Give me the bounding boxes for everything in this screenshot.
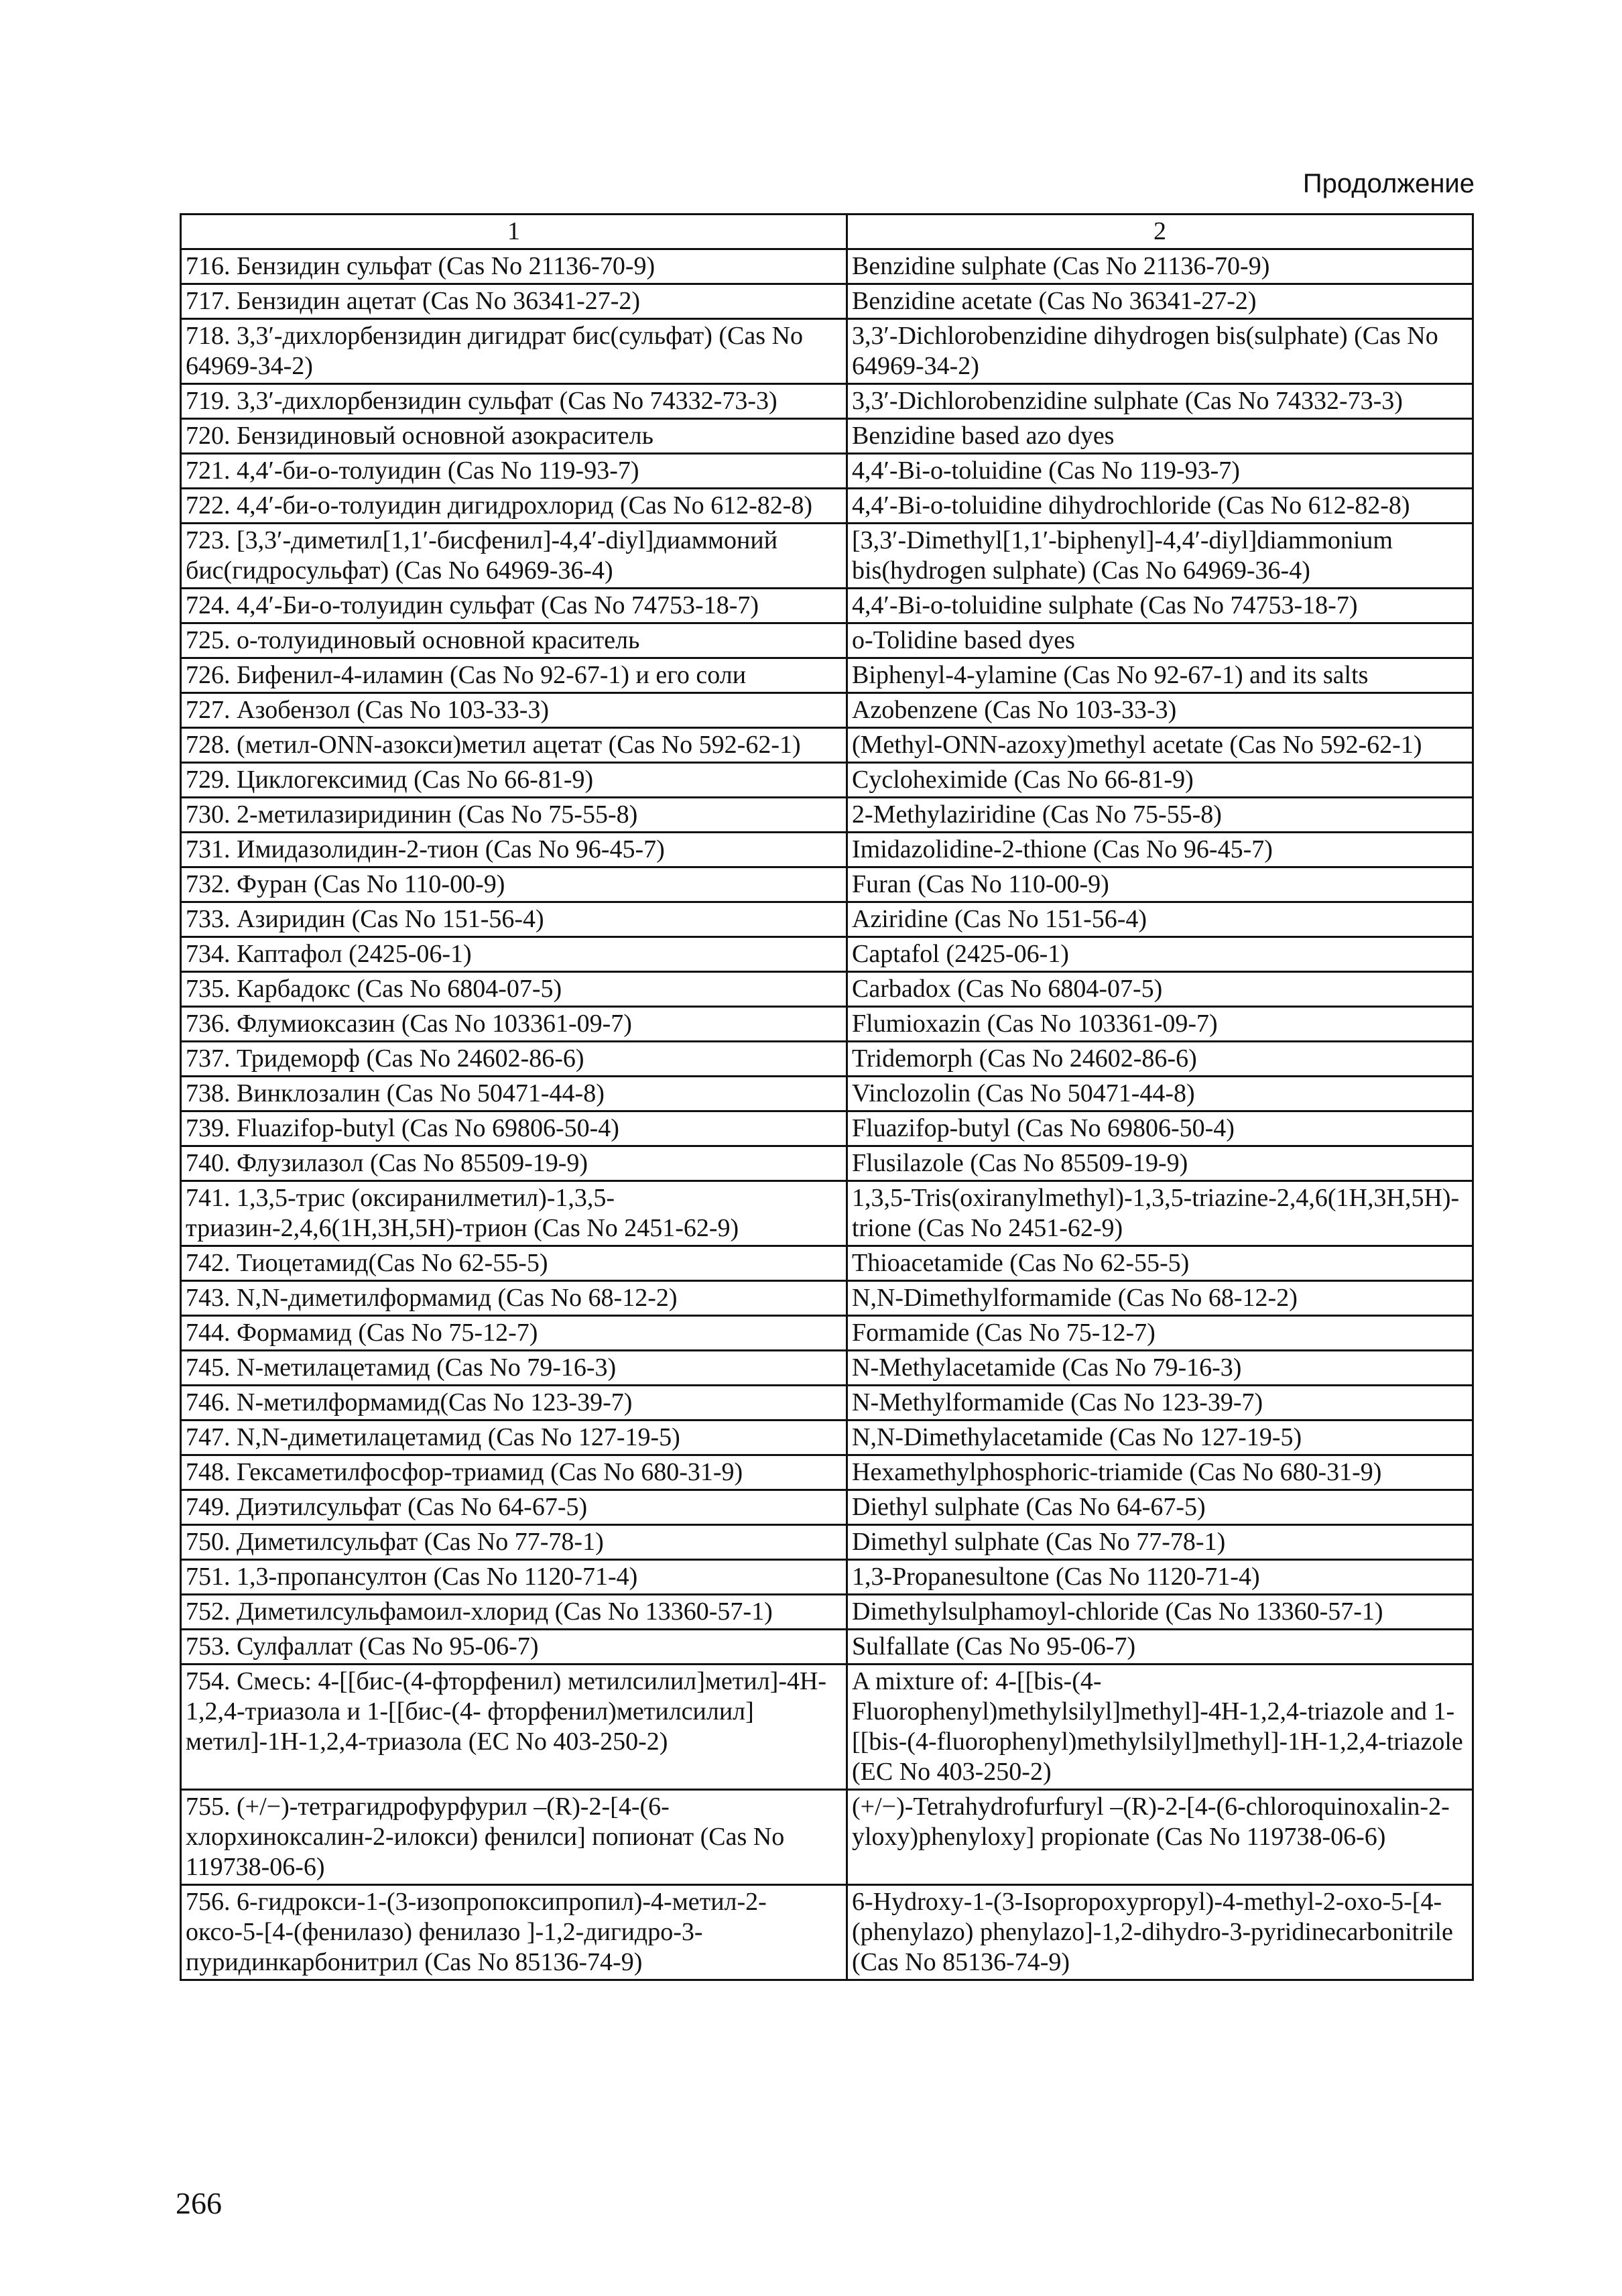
cell-english: o-Tolidine based dyes [847, 623, 1473, 658]
cell-russian: 717. Бензидин ацетат (Cas No 36341-27-2) [181, 284, 847, 319]
cell-russian: 756. 6-гидрокси-1-(3-изопропоксипропил)-4-метил-2-оксо-5-[4-(фенилазо) фенилазо ]-1,2-дигидро-3-пуридинкарбонитрил (Cas No 85136-74-9) [181, 1885, 847, 1980]
table-row [181, 1560, 1473, 1595]
table-row [181, 937, 1473, 972]
cell-russian: 721. 4,4′-би-о-толуидин (Cas No 119-93-7) [181, 454, 847, 489]
cell-english: Aziridine (Cas No 151-56-4) [847, 902, 1473, 937]
cell-russian: 738. Винклозалин (Cas No 50471-44-8) [181, 1077, 847, 1111]
table-row [181, 867, 1473, 902]
table-row [181, 284, 1473, 319]
cell-russian: 741. 1,3,5-трис (оксиранилметил)-1,3,5-триазин-2,4,6(1H,3H,5H)-трион (Cas No 2451-62-9) [181, 1181, 847, 1246]
table-row [181, 1386, 1473, 1421]
cell-english: Flusilazole (Cas No 85509-19-9) [847, 1146, 1473, 1181]
cell-russian: 742. Тиоцетамид(Cas No 62-55-5) [181, 1246, 847, 1281]
cell-english: [3,3′-Dimethyl[1,1′-biphenyl]-4,4′-diyl]diammonium bis(hydrogen sulphate) (Cas No 64969-36-4) [847, 524, 1473, 589]
table-row [181, 489, 1473, 524]
table-row [181, 833, 1473, 867]
cell-english: Sulfallate (Cas No 95-06-7) [847, 1630, 1473, 1665]
cell-russian: 731. Имидазолидин-2-тион (Cas No 96-45-7) [181, 833, 847, 867]
table-row [181, 1146, 1473, 1181]
cell-russian: 739. Fluazifop-butyl (Cas No 69806-50-4) [181, 1111, 847, 1146]
cell-english: Benzidine acetate (Cas No 36341-27-2) [847, 284, 1473, 319]
cell-english: Furan (Cas No 110-00-9) [847, 867, 1473, 902]
table-row [181, 1077, 1473, 1111]
cell-russian: 737. Тридеморф (Cas No 24602-86-6) [181, 1042, 847, 1077]
table-row [181, 1630, 1473, 1665]
cell-russian: 743. N,N-диметилформамид (Cas No 68-12-2) [181, 1281, 847, 1316]
cell-english: Diethyl sulphate (Cas No 64-67-5) [847, 1490, 1473, 1525]
table-row [181, 384, 1473, 419]
page-number: 266 [176, 2186, 222, 2220]
cell-russian: 751. 1,3-пропансултон (Cas No 1120-71-4) [181, 1560, 847, 1595]
cell-english: Captafol (2425-06-1) [847, 937, 1473, 972]
table-row [181, 1111, 1473, 1146]
cell-english: Biphenyl-4-ylamine (Cas No 92-67-1) and its salts [847, 658, 1473, 693]
cell-russian: 722. 4,4′-би-о-толуидин дигидрохлорид (Cas No 612-82-8) [181, 489, 847, 524]
cell-russian: 744. Формамид (Cas No 75-12-7) [181, 1316, 847, 1351]
cell-russian: 730. 2-метилазиридинин (Cas No 75-55-8) [181, 798, 847, 833]
cell-russian: 736. Флумиоксазин (Cas No 103361-09-7) [181, 1007, 847, 1042]
cell-english: N-Methylacetamide (Cas No 79-16-3) [847, 1351, 1473, 1386]
cell-english: 1,3,5-Tris(oxiranylmethyl)-1,3,5-triazine-2,4,6(1H,3H,5H)-trione (Cas No 2451-62-9) [847, 1181, 1473, 1246]
cell-english: Benzidine based azo dyes [847, 419, 1473, 454]
cell-russian: 732. Фуран (Cas No 110-00-9) [181, 867, 847, 902]
table-row [181, 319, 1473, 384]
cell-russian: 716. Бензидин сульфат (Cas No 21136-70-9) [181, 249, 847, 284]
cell-english: 4,4′-Bi-o-toluidine dihydrochloride (Cas No 612-82-8) [847, 489, 1473, 524]
cell-russian: 727. Азобензол (Cas No 103-33-3) [181, 693, 847, 728]
table-row [181, 1042, 1473, 1077]
cell-english: Hexamethylphosphoric-triamide (Cas No 680-31-9) [847, 1455, 1473, 1490]
table-header-row [181, 215, 1473, 249]
table-row [181, 1455, 1473, 1490]
cell-english: Flumioxazin (Cas No 103361-09-7) [847, 1007, 1473, 1042]
cell-russian: 718. 3,3′-дихлорбензидин дигидрат бис(сульфат) (Cas No 64969-34-2) [181, 319, 847, 384]
cell-english: Vinclozolin (Cas No 50471-44-8) [847, 1077, 1473, 1111]
cell-english: Formamide (Cas No 75-12-7) [847, 1316, 1473, 1351]
table-row [181, 1281, 1473, 1316]
cell-english: 2-Methylaziridine (Cas No 75-55-8) [847, 798, 1473, 833]
table-row [181, 798, 1473, 833]
table-row [181, 1007, 1473, 1042]
table-row [181, 1246, 1473, 1281]
cell-russian: 725. о-толуидиновый основной краситель [181, 623, 847, 658]
cell-russian: 735. Карбадокс (Cas No 6804-07-5) [181, 972, 847, 1007]
table-row [181, 623, 1473, 658]
cell-russian: 754. Смесь: 4-[[бис-(4-фторфенил) метилсилил]метил]-4H-1,2,4-триазола и 1-[[бис-(4- фторфенил)метилсилил] метил]-1H-1,2,4-триазола (EC No 403-250-2) [181, 1665, 847, 1790]
cell-russian: 745. N-метилацетамид (Cas No 79-16-3) [181, 1351, 847, 1386]
cell-russian: 740. Флузилазол (Cas No 85509-19-9) [181, 1146, 847, 1181]
table-row [181, 419, 1473, 454]
cell-english: Fluazifop-butyl (Cas No 69806-50-4) [847, 1111, 1473, 1146]
table-row [181, 728, 1473, 763]
cell-russian: 729. Циклогексимид (Cas No 66-81-9) [181, 763, 847, 798]
table-row [181, 972, 1473, 1007]
table-row [181, 524, 1473, 589]
cell-russian: 753. Сулфаллат (Cas No 95-06-7) [181, 1630, 847, 1665]
cell-english: 3,3′-Dichlorobenzidine sulphate (Cas No 74332-73-3) [847, 384, 1473, 419]
table-row [181, 1595, 1473, 1630]
table-row [181, 1351, 1473, 1386]
cell-russian: 724. 4,4′-Би-о-толуидин сульфат (Cas No 74753-18-7) [181, 589, 847, 623]
table-row [181, 1525, 1473, 1560]
continuation-label: Продолжение [1302, 169, 1475, 198]
cell-russian: 749. Диэтилсульфат (Cas No 64-67-5) [181, 1490, 847, 1525]
table-row [181, 589, 1473, 623]
cell-russian: 719. 3,3′-дихлорбензидин сульфат (Cas No 74332-73-3) [181, 384, 847, 419]
cell-russian: 723. [3,3′-диметил[1,1′-бисфенил]-4,4′-diyl]диаммоний бис(гидросульфат) (Cas No 64969-36-4) [181, 524, 847, 589]
cell-english: N,N-Dimethylformamide (Cas No 68-12-2) [847, 1281, 1473, 1316]
cell-russian: 747. N,N-диметилацетамид (Cas No 127-19-5) [181, 1421, 847, 1455]
cell-english: Dimethylsulphamoyl-chloride (Cas No 13360-57-1) [847, 1595, 1473, 1630]
cell-english: N,N-Dimethylacetamide (Cas No 127-19-5) [847, 1421, 1473, 1455]
cell-russian: 728. (метил-ONN-азокси)метил ацетат (Cas No 592-62-1) [181, 728, 847, 763]
cell-english: Thioacetamide (Cas No 62-55-5) [847, 1246, 1473, 1281]
table-row [181, 249, 1473, 284]
cell-english: (+/−)-Tetrahydrofurfuryl –(R)-2-[4-(6-chloroquinoxalin-2-yloxy)phenyloxy] propionate (Cas No 119738-06-6) [847, 1790, 1473, 1885]
substance-table [180, 213, 1474, 1981]
table-row [181, 763, 1473, 798]
table-row [181, 1790, 1473, 1885]
table-row [181, 1885, 1473, 1980]
table-row [181, 1665, 1473, 1790]
column-header-2: 2 [847, 215, 1473, 249]
cell-russian: 734. Каптафол (2425-06-1) [181, 937, 847, 972]
cell-english: Azobenzene (Cas No 103-33-3) [847, 693, 1473, 728]
cell-russian: 750. Диметилсульфат (Cas No 77-78-1) [181, 1525, 847, 1560]
table-row [181, 454, 1473, 489]
table-row [181, 1490, 1473, 1525]
table-row [181, 1316, 1473, 1351]
cell-russian: 748. Гексаметилфосфор-триамид (Cas No 680-31-9) [181, 1455, 847, 1490]
table-row [181, 658, 1473, 693]
cell-english: Cycloheximide (Cas No 66-81-9) [847, 763, 1473, 798]
cell-english: 4,4′-Bi-o-toluidine sulphate (Cas No 74753-18-7) [847, 589, 1473, 623]
cell-english: 3,3′-Dichlorobenzidine dihydrogen bis(sulphate) (Cas No 64969-34-2) [847, 319, 1473, 384]
cell-russian: 726. Бифенил-4-иламин (Cas No 92-67-1) и его соли [181, 658, 847, 693]
table-row [181, 1181, 1473, 1246]
cell-english: 4,4′-Bi-o-toluidine (Cas No 119-93-7) [847, 454, 1473, 489]
cell-english: (Methyl-ONN-azoxy)methyl acetate (Cas No 592-62-1) [847, 728, 1473, 763]
column-header-1: 1 [181, 215, 847, 249]
cell-russian: 746. N-метилформамид(Cas No 123-39-7) [181, 1386, 847, 1421]
table-row [181, 1421, 1473, 1455]
cell-russian: 733. Азиридин (Cas No 151-56-4) [181, 902, 847, 937]
cell-english: Benzidine sulphate (Cas No 21136-70-9) [847, 249, 1473, 284]
cell-english: 6-Hydroxy-1-(3-Isopropoxypropyl)-4-methyl-2-oxo-5-[4-(phenylazo) phenylazo]-1,2-dihydro-3-pyridinecarbonitrile (Cas No 85136-74-9) [847, 1885, 1473, 1980]
cell-english: Tridemorph (Cas No 24602-86-6) [847, 1042, 1473, 1077]
cell-english: 1,3-Propanesultone (Cas No 1120-71-4) [847, 1560, 1473, 1595]
cell-english: N-Methylformamide (Cas No 123-39-7) [847, 1386, 1473, 1421]
cell-russian: 752. Диметилсульфамоил-хлорид (Cas No 13360-57-1) [181, 1595, 847, 1630]
cell-english: Dimethyl sulphate (Cas No 77-78-1) [847, 1525, 1473, 1560]
cell-russian: 720. Бензидиновый основной азокраситель [181, 419, 847, 454]
table-row [181, 902, 1473, 937]
cell-english: A mixture of: 4-[[bis-(4-Fluorophenyl)methylsilyl]methyl]-4H-1,2,4-triazole and 1-[[bis-(4-fluorophenyl)methylsilyl]methyl]-1H-1,2,4-triazole (EC No 403-250-2) [847, 1665, 1473, 1790]
cell-english: Carbadox (Cas No 6804-07-5) [847, 972, 1473, 1007]
table-row [181, 693, 1473, 728]
cell-english: Imidazolidine-2-thione (Cas No 96-45-7) [847, 833, 1473, 867]
cell-russian: 755. (+/−)-тетрагидрофурфурил –(R)-2-[4-(6-хлорхиноксалин-2-илокси) фенилси] попионат (Cas No 119738-06-6) [181, 1790, 847, 1885]
